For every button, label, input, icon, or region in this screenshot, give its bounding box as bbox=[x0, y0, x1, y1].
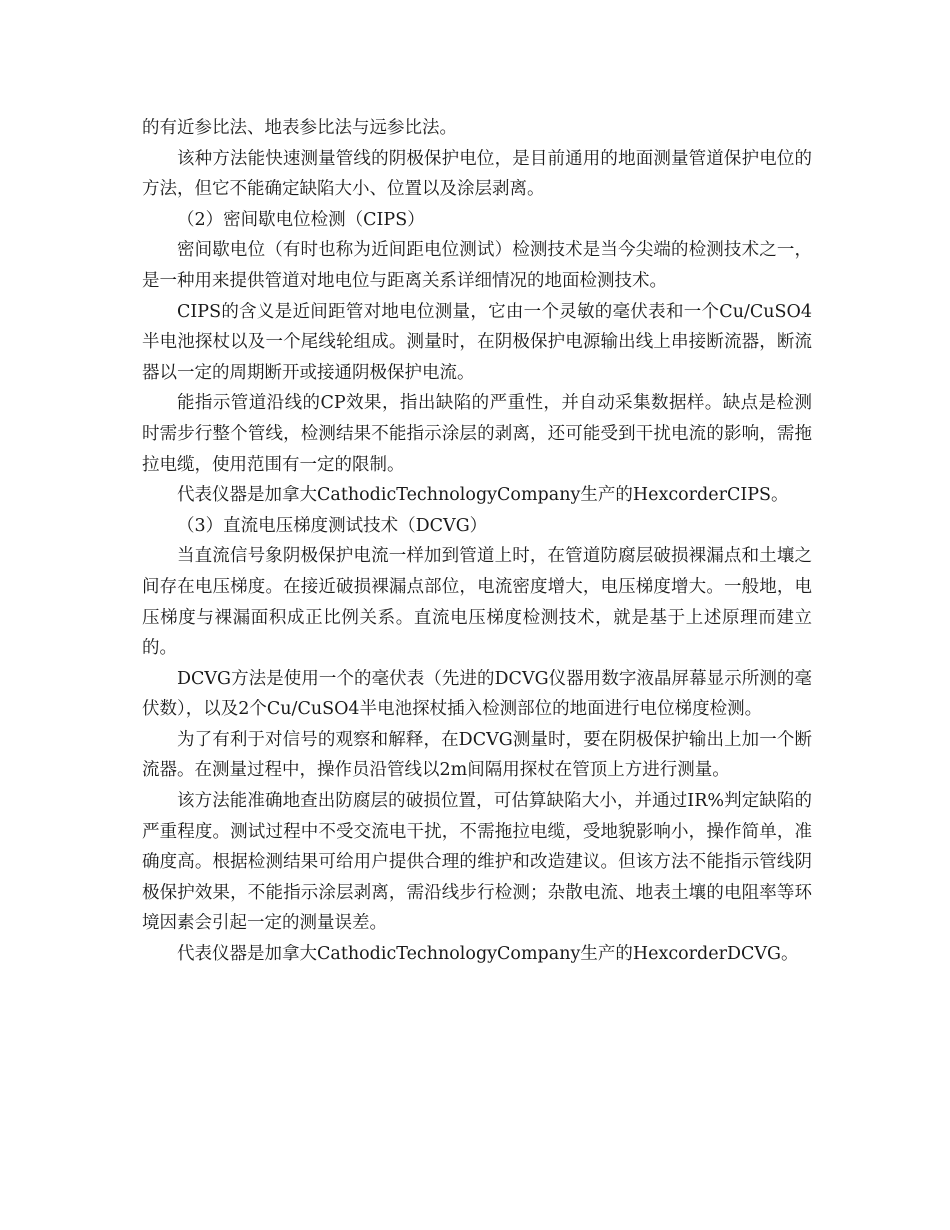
paragraph: 能指示管道沿线的CP效果，指出缺陷的严重性，并自动采集数据样。缺点是检测时需步行整个管线，检测结果不能指示涂层的剥离，还可能受到干扰电流的影响，需拖拉电缆，使用范围有一定的限制。 bbox=[142, 393, 812, 475]
paragraph: DCVG方法是使用一个的毫伏表（先进的DCVG仪器用数字液晶屏幕显示所测的毫伏数），以及2个Cu/CuSO4半电池探杖插入检测部位的地面进行电位梯度检测。 bbox=[142, 668, 812, 720]
paragraph-continuation: 的有近参比法、地表参比法与远参比法。 bbox=[142, 118, 457, 138]
paragraph: 该种方法能快速测量管线的阴极保护电位，是目前通用的地面测量管道保护电位的方法，但它不能确定缺陷大小、位置以及涂层剥离。 bbox=[142, 148, 812, 200]
paragraph: 代表仪器是加拿大CathodicTechnologyCompany生产的HexcorderDCVG。 bbox=[177, 944, 799, 965]
section-heading-cips: （2）密间歇电位检测（CIPS） bbox=[177, 209, 425, 230]
paragraph: 为了有利于对信号的观察和解释，在DCVG测量时，要在阴极保护输出上加一个断流器。在测量过程中，操作员沿管线以2m间隔用探杖在管顶上方进行测量。 bbox=[142, 729, 812, 781]
paragraph: 密间歇电位（有时也称为近间距电位测试）检测技术是当今尖端的检测技术之一，是一种用来提供管道对地电位与距离关系详细情况的地面检测技术。 bbox=[142, 240, 812, 291]
section-heading-dcvg: （3）直流电压梯度测试技术（DCVG） bbox=[177, 515, 488, 536]
document-body bbox=[142, 113, 812, 970]
paragraph: CIPS的含义是近间距管对地电位测量，它由一个灵敏的毫伏表和一个Cu/CuSO4半电池探杖以及一个尾线轮组成。测量时，在阴极保护电源输出线上串接断流器，断流器以一定的周期断开或接通阴极保护电流。 bbox=[142, 301, 812, 383]
paragraph: 代表仪器是加拿大CathodicTechnologyCompany生产的HexcorderCIPS。 bbox=[177, 485, 789, 506]
paragraph: 当直流信号象阴极保护电流一样加到管道上时，在管道防腐层破损裸漏点和土壤之间存在电压梯度。在接近破损裸漏点部位，电流密度增大，电压梯度增大。一般地，电压梯度与裸漏面积成正比例关系。直流电压梯度检测技术，就是基于上述原理而建立的。 bbox=[142, 546, 812, 659]
paragraph: 该方法能准确地查出防腐层的破损位置，可估算缺陷大小，并通过IR%判定缺陷的严重程度。测试过程中不受交流电干扰，不需拖拉电缆，受地貌影响小，操作简单，准确度高。根据检测结果可给用户提供合理的维护和改造建议。但该方法不能指示管线阴极保护效果，不能指示涂层剥离，需沿线步行检测；杂散电流、地表土壤的电阻率等环境因素会引起一定的测量误差。 bbox=[142, 791, 812, 934]
